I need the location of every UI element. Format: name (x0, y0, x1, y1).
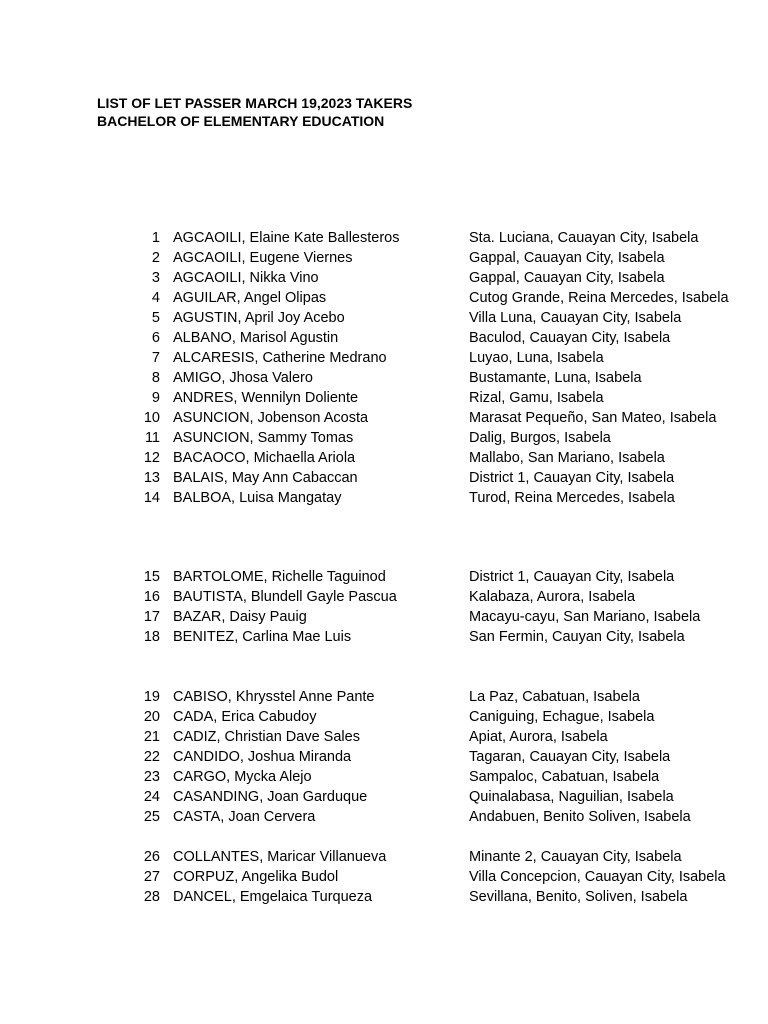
passer-name: BENITEZ, Carlina Mae Luis (173, 629, 352, 645)
row-number: 27 (143, 869, 160, 885)
list-row (0, 707, 768, 727)
passer-address: Gappal, Cauayan City, Isabela (469, 250, 665, 266)
passer-name: ASUNCION, Jobenson Acosta (173, 410, 369, 426)
list-row (0, 787, 768, 807)
passer-name: AGCAOILI, Nikka Vino (173, 270, 319, 286)
row-number: 11 (144, 430, 160, 446)
list-row (0, 607, 768, 627)
passer-group-3 (0, 687, 768, 827)
passer-name: CORPUZ, Angelika Budol (173, 869, 339, 885)
list-row (0, 268, 768, 288)
passer-name: CANDIDO, Joshua Miranda (173, 749, 352, 765)
passer-address: Sta. Luciana, Cauayan City, Isabela (469, 230, 699, 246)
passer-address: Luyao, Luna, Isabela (469, 350, 604, 366)
row-number: 3 (151, 270, 160, 286)
passer-address: Villa Luna, Cauayan City, Isabela (469, 310, 682, 326)
row-number: 8 (151, 370, 160, 386)
row-number: 5 (151, 310, 160, 326)
passer-name: AGCAOILI, Elaine Kate Ballesteros (173, 230, 400, 246)
passer-address: Sevillana, Benito, Soliven, Isabela (469, 889, 688, 905)
passer-name: BACAOCO, Michaella Ariola (173, 450, 356, 466)
list-row (0, 468, 768, 488)
passer-address: Rizal, Gamu, Isabela (469, 390, 604, 406)
passer-address: Gappal, Cauayan City, Isabela (469, 270, 665, 286)
row-number: 26 (143, 849, 160, 865)
passer-address: San Fermin, Cauyan City, Isabela (469, 629, 685, 645)
document-title: LIST OF LET PASSER MARCH 19,2023 TAKERS (97, 95, 413, 111)
row-number: 18 (143, 629, 160, 645)
passer-address: Minante 2, Cauayan City, Isabela (469, 849, 682, 865)
row-number: 1 (151, 230, 160, 246)
list-row (0, 767, 768, 787)
passer-address: Villa Concepcion, Cauayan City, Isabela (469, 869, 726, 885)
list-row (0, 747, 768, 767)
passer-name: CASTA, Joan Cervera (173, 809, 316, 825)
passer-name: BARTOLOME, Richelle Taguinod (173, 569, 386, 585)
list-row (0, 448, 768, 468)
passer-address: Mallabo, San Mariano, Isabela (469, 450, 665, 466)
list-row (0, 847, 768, 867)
passer-name: BAZAR, Daisy Pauig (173, 609, 307, 625)
passer-name: ALCARESIS, Catherine Medrano (173, 350, 387, 366)
row-number: 25 (143, 809, 160, 825)
row-number: 24 (143, 789, 160, 805)
row-number: 28 (143, 889, 160, 905)
passer-name: BALAIS, May Ann Cabaccan (173, 470, 358, 486)
passer-address: Sampaloc, Cabatuan, Isabela (469, 769, 660, 785)
row-number: 16 (143, 589, 160, 605)
passer-address: District 1, Cauayan City, Isabela (469, 470, 675, 486)
passer-address: Macayu-cayu, San Mariano, Isabela (469, 609, 701, 625)
list-row (0, 867, 768, 887)
list-row (0, 428, 768, 448)
passer-address: Apiat, Aurora, Isabela (469, 729, 608, 745)
passer-name: CASANDING, Joan Garduque (173, 789, 368, 805)
row-number: 22 (143, 749, 160, 765)
row-number: 4 (151, 290, 160, 306)
passer-name: CADA, Erica Cabudoy (173, 709, 317, 725)
row-number: 9 (151, 390, 160, 406)
row-number: 14 (143, 490, 160, 506)
passer-name: CARGO, Mycka Alejo (173, 769, 312, 785)
list-row (0, 348, 768, 368)
list-row (0, 807, 768, 827)
document-header (97, 94, 412, 130)
row-number: 15 (143, 569, 160, 585)
passer-address: La Paz, Cabatuan, Isabela (469, 689, 640, 705)
passer-address: District 1, Cauayan City, Isabela (469, 569, 675, 585)
passer-address: Quinalabasa, Naguilian, Isabela (469, 789, 674, 805)
row-number: 17 (143, 609, 160, 625)
list-row (0, 248, 768, 268)
passer-address: Tagaran, Cauayan City, Isabela (469, 749, 671, 765)
passer-address: Dalig, Burgos, Isabela (469, 430, 611, 446)
list-row (0, 488, 768, 508)
passer-name: AGUSTIN, April Joy Acebo (173, 310, 345, 326)
list-row (0, 388, 768, 408)
row-number: 21 (143, 729, 160, 745)
passer-address: Kalabaza, Aurora, Isabela (469, 589, 636, 605)
list-row (0, 408, 768, 428)
passer-name: ALBANO, Marisol Agustin (173, 330, 339, 346)
passer-name: ASUNCION, Sammy Tomas (173, 430, 354, 446)
row-number: 20 (143, 709, 160, 725)
row-number: 6 (151, 330, 160, 346)
list-row (0, 887, 768, 907)
list-row (0, 587, 768, 607)
list-row (0, 567, 768, 587)
row-number: 23 (143, 769, 160, 785)
passer-address: Caniguing, Echague, Isabela (469, 709, 655, 725)
list-row (0, 727, 768, 747)
passer-address: Cutog Grande, Reina Mercedes, Isabela (469, 290, 729, 306)
list-row (0, 687, 768, 707)
passer-name: BAUTISTA, Blundell Gayle Pascua (173, 589, 397, 605)
passer-name: CABISO, Khrysstel Anne Pante (173, 689, 375, 705)
list-row (0, 328, 768, 348)
passer-group-2 (0, 567, 768, 647)
list-row (0, 368, 768, 388)
row-number: 7 (151, 350, 160, 366)
passer-name: AGUILAR, Angel Olipas (173, 290, 327, 306)
document-subtitle: BACHELOR OF ELEMENTARY EDUCATION (97, 113, 385, 129)
row-number: 10 (143, 410, 160, 426)
passer-address: Bustamante, Luna, Isabela (469, 370, 642, 386)
passer-name: AGCAOILI, Eugene Viernes (173, 250, 353, 266)
row-number: 13 (143, 470, 160, 486)
passer-group-4 (0, 847, 768, 907)
passer-group-1 (0, 228, 768, 508)
row-number: 2 (151, 250, 160, 266)
passer-name: AMIGO, Jhosa Valero (173, 370, 313, 386)
list-row (0, 288, 768, 308)
list-row (0, 308, 768, 328)
passer-name: BALBOA, Luisa Mangatay (173, 490, 342, 506)
row-number: 12 (143, 450, 160, 466)
passer-name: COLLANTES, Maricar Villanueva (173, 849, 387, 865)
list-row (0, 228, 768, 248)
passer-address: Turod, Reina Mercedes, Isabela (469, 490, 675, 506)
row-number: 19 (143, 689, 160, 705)
passer-name: CADIZ, Christian Dave Sales (173, 729, 360, 745)
list-row (0, 627, 768, 647)
passer-address: Baculod, Cauayan City, Isabela (469, 330, 671, 346)
passer-address: Andabuen, Benito Soliven, Isabela (469, 809, 691, 825)
passer-name: ANDRES, Wennilyn Doliente (173, 390, 359, 406)
passer-address: Marasat Pequeño, San Mateo, Isabela (469, 410, 717, 426)
passer-name: DANCEL, Emgelaica Turqueza (173, 889, 373, 905)
